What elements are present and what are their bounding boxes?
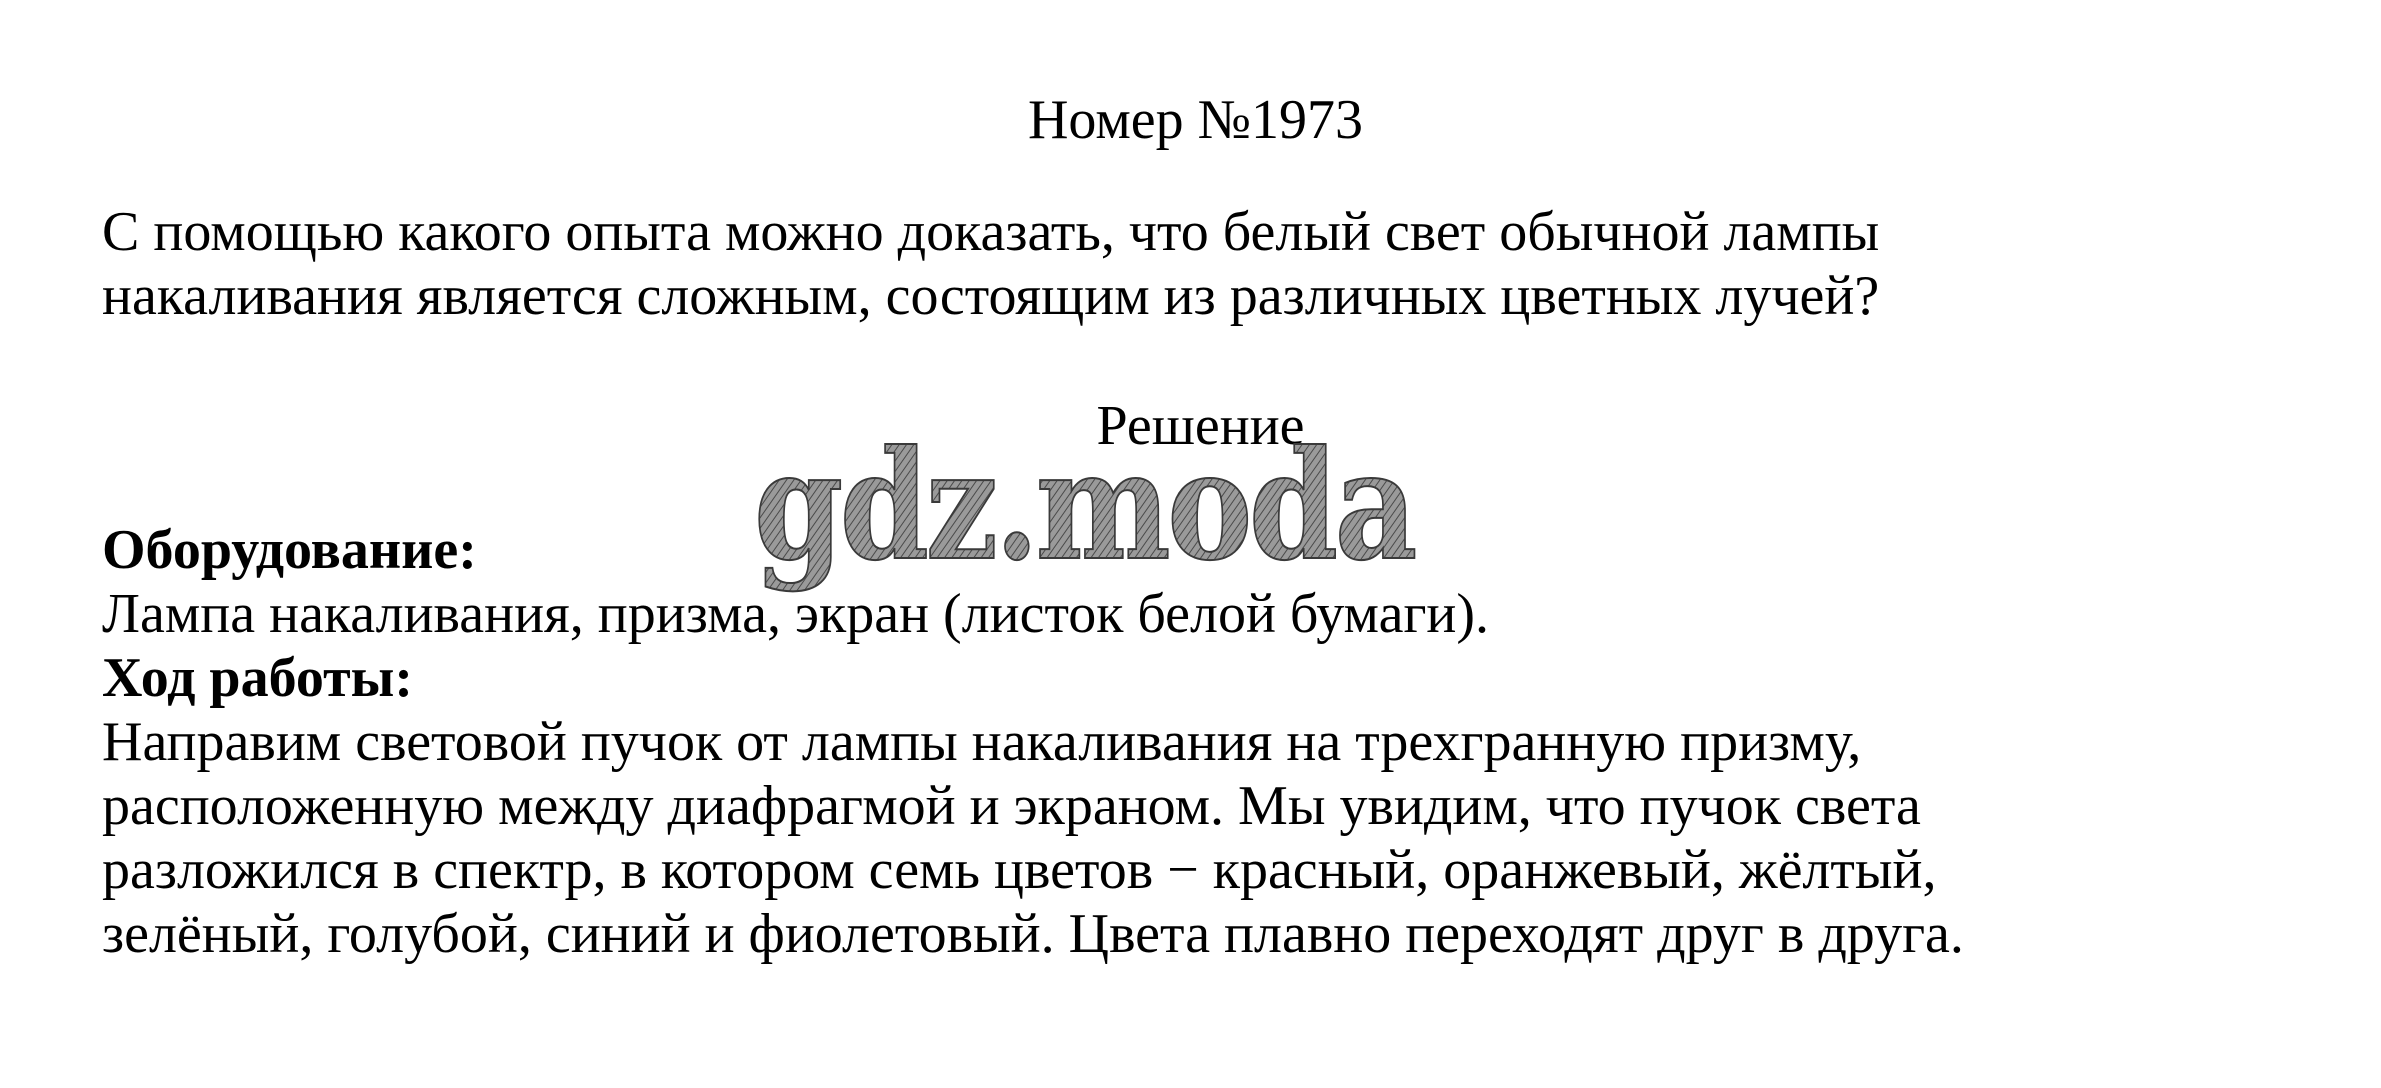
procedure-line: расположенную между диафрагмой и экраном. Мы увидим, что пучок света bbox=[102, 775, 1921, 837]
procedure-line: Направим световой пучок от лампы накаливания на трехгранную призму, bbox=[102, 711, 1862, 773]
procedure-heading: Ход работы: bbox=[102, 647, 413, 709]
solution-body bbox=[102, 518, 2302, 966]
question-line: накаливания является сложным, состоящим из различных цветных лучей? bbox=[102, 265, 1880, 327]
question-line: С помощью какого опыта можно доказать, что белый свет обычной лампы bbox=[102, 201, 1880, 263]
problem-number-title: Номер №1973 bbox=[1027, 89, 1364, 151]
equipment-text: Лампа накаливания, призма, экран (листок белой бумаги). bbox=[102, 583, 1490, 645]
question-text bbox=[102, 200, 2302, 328]
solution-heading: Решение bbox=[1096, 395, 1305, 457]
equipment-heading: Оборудование: bbox=[102, 519, 477, 581]
procedure-line: зелёный, голубой, синий и фиолетовый. Цвета плавно переходят друг в друга. bbox=[102, 903, 1964, 965]
svg-text:gdz.moda: gdz.moda bbox=[754, 440, 1415, 594]
procedure-line: разложился в спектр, в котором семь цветов − красный, оранжевый, жёлтый, bbox=[102, 839, 1937, 901]
